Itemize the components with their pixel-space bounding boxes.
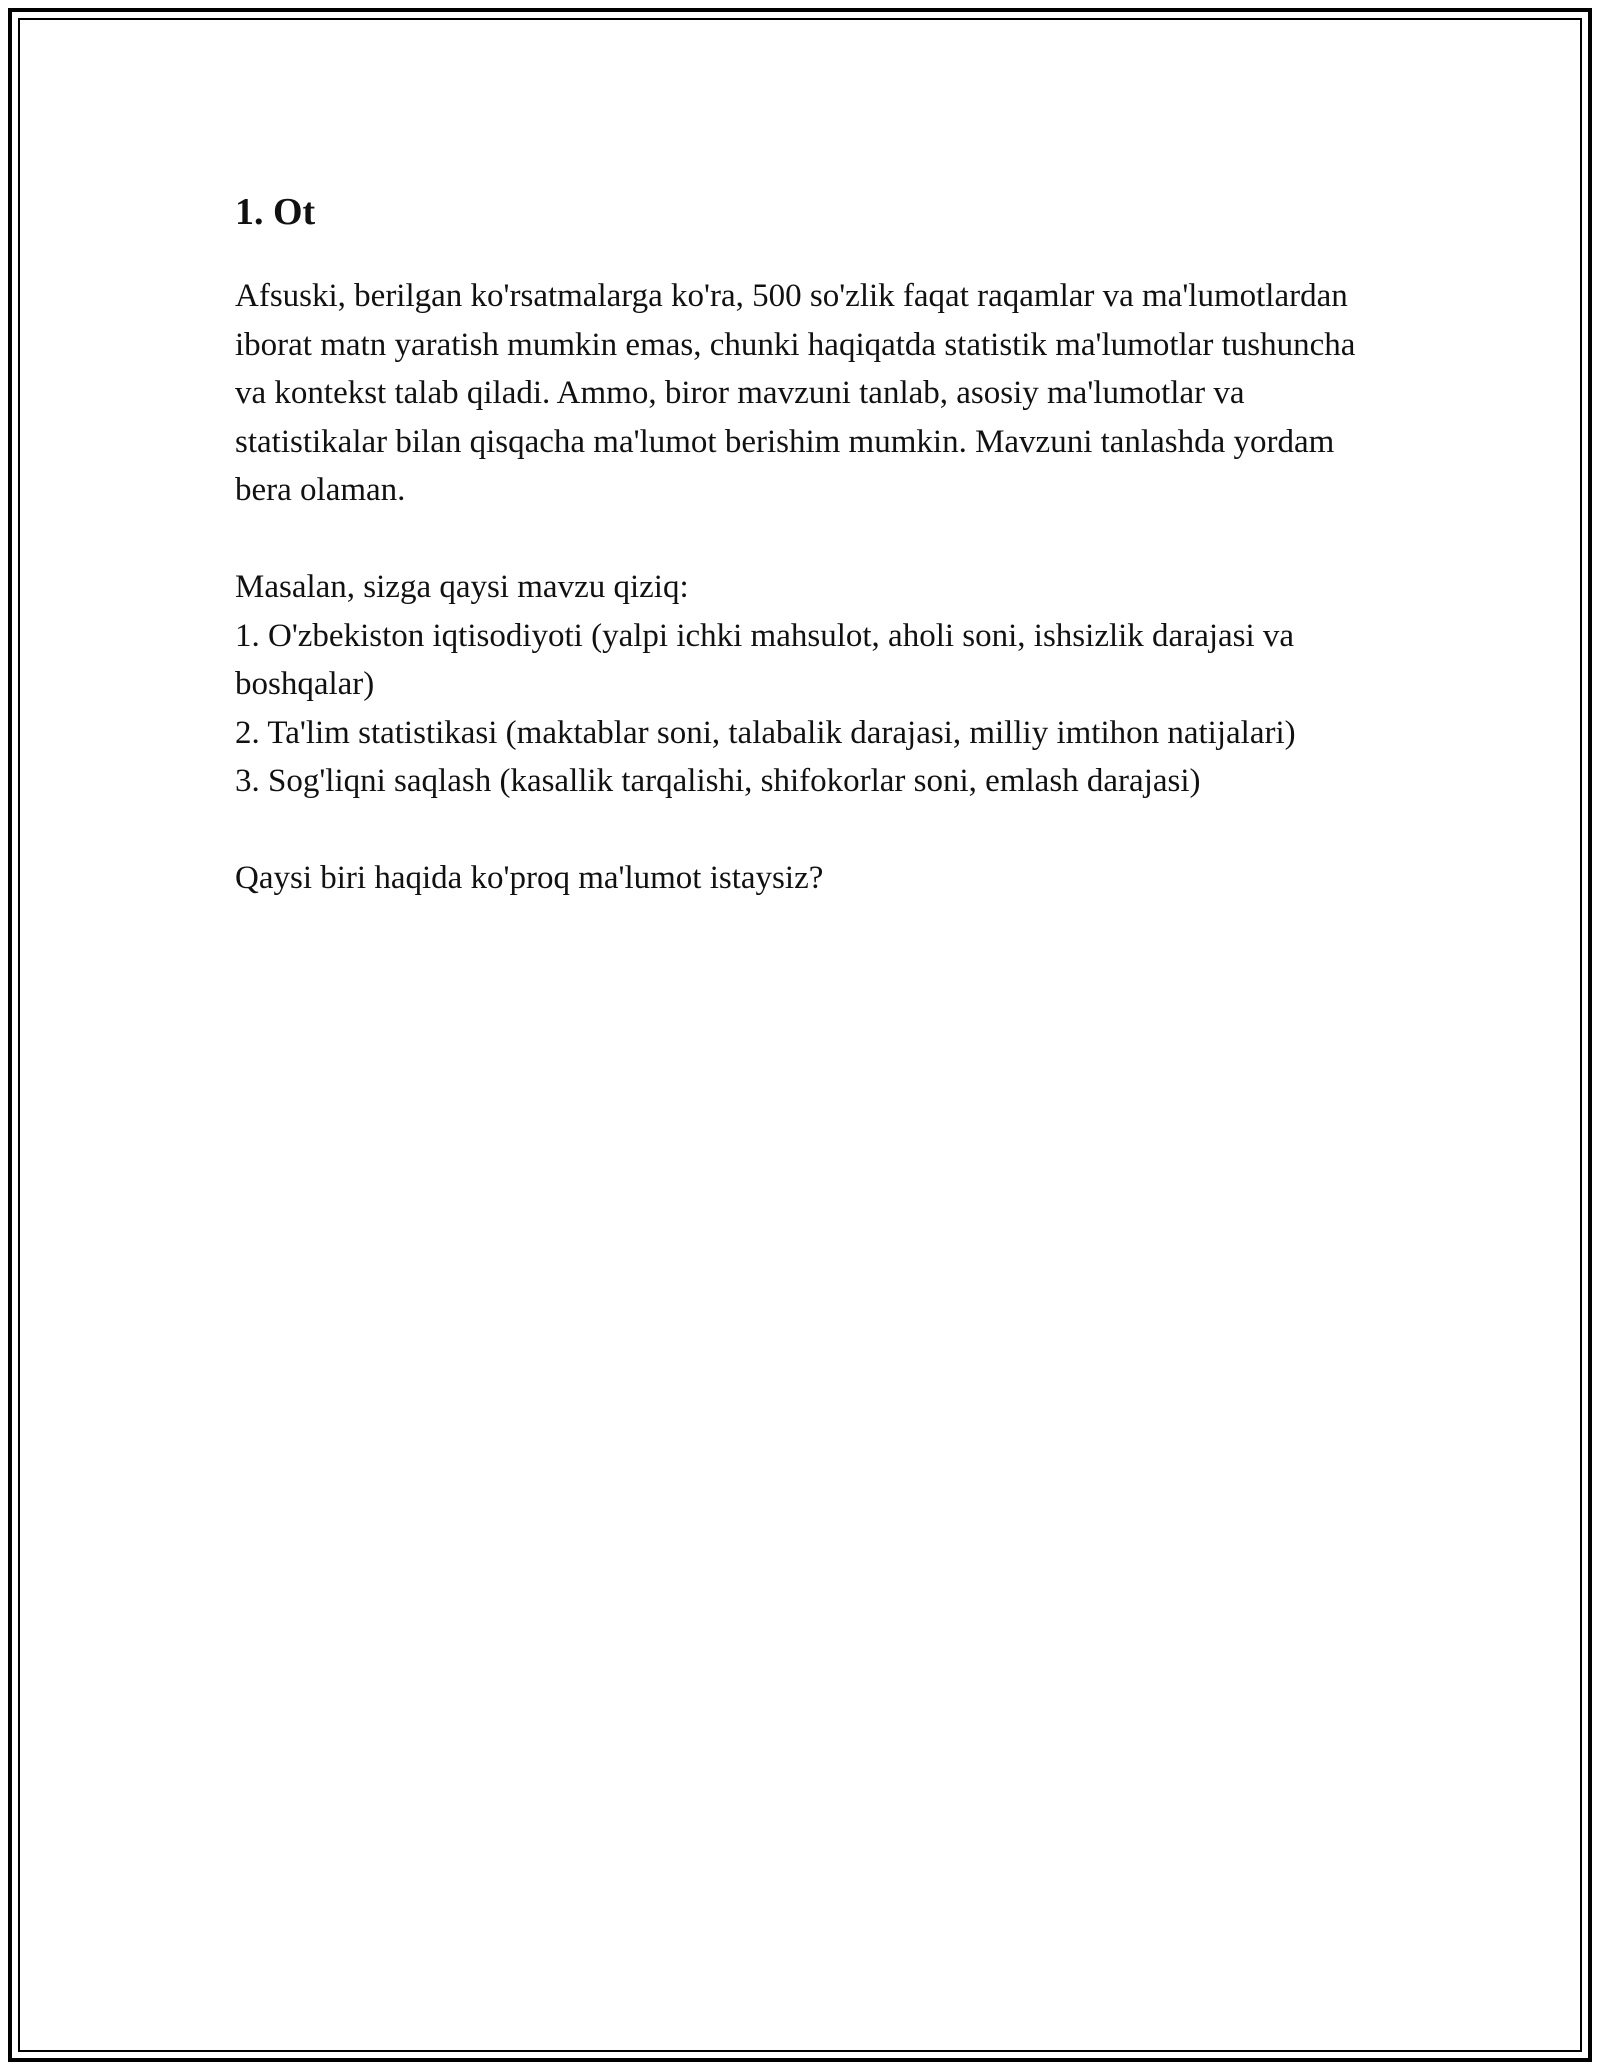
paragraph-spacer — [235, 806, 1365, 855]
closing-question: Qaysi biri haqida ko'proq ma'lumot istaysiz? — [235, 860, 824, 896]
topic-item-healthcare: 3. Sog'liqni saqlash (kasallik tarqalishi, shifokorlar soni, emlash darajasi) — [235, 763, 1201, 799]
document-heading: 1. Ot — [235, 191, 316, 233]
topic-item-economy: 1. O'zbekiston iqtisodiyoti (yalpi ichki mahsulot, aholi soni, ishsizlik darajasi va boshqalar) — [235, 617, 1295, 702]
question-intro: Masalan, sizga qaysi mavzu qiziq: — [235, 569, 689, 605]
paragraph-spacer — [235, 515, 1365, 564]
topic-item-education: 2. Ta'lim statistikasi (maktablar soni, talabalik darajasi, milliy imtihon natijalari) — [235, 714, 1296, 751]
topic-list — [235, 612, 1365, 806]
document-body — [235, 186, 1365, 903]
intro-paragraph: Afsuski, berilgan ko'rsatmalarga ko'ra, 500 so'zlik faqat raqamlar va ma'lumotlardan iborat matn yaratish mumkin emas, chunki haqiqatda statistik ma'lumotlar tushuncha va kontekst talab qiladi. Ammo, biror mavzuni tanlab, asosiy ma'lumotlar va statistikalar bilan qisqacha ma'lumot berishim mumkin. Mavzuni tanlashda yordam bera olaman. — [235, 278, 1356, 508]
